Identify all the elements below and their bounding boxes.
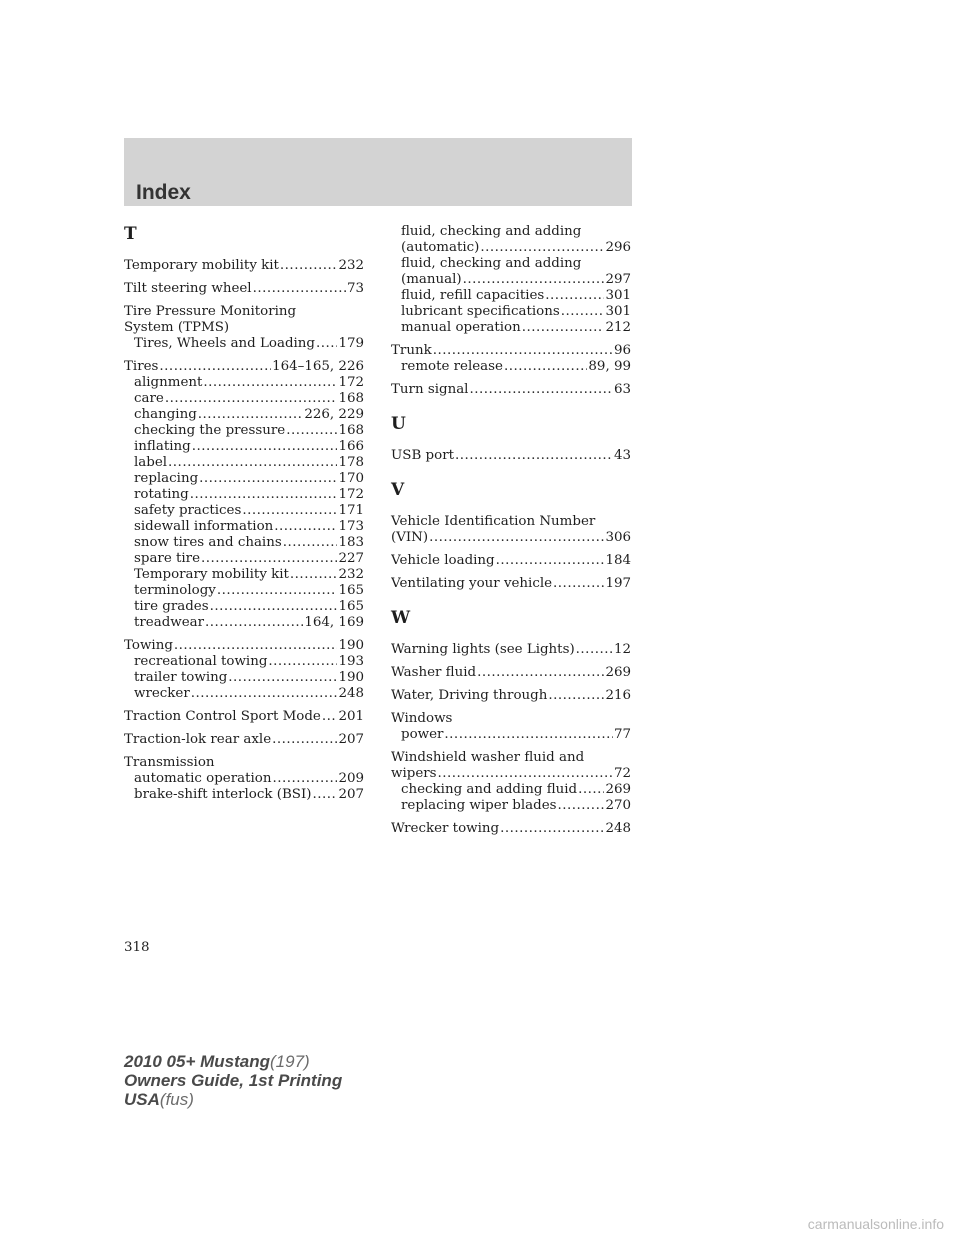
dot-leader — [190, 487, 338, 503]
index-line — [391, 530, 631, 546]
dot-leader — [168, 455, 337, 471]
page-reference: 165 — [338, 583, 364, 598]
index-entry — [124, 638, 364, 702]
index-subentry — [124, 519, 364, 535]
dot-leader — [268, 654, 337, 670]
index-term: Vehicle Identification Number — [391, 514, 596, 529]
index-term: wipers — [391, 766, 437, 781]
dot-leader — [444, 727, 613, 743]
dot-leader — [500, 821, 604, 837]
page-reference: 248 — [605, 821, 631, 836]
index-line — [124, 320, 364, 336]
dot-leader — [280, 258, 338, 274]
index-term: Trunk — [391, 343, 432, 358]
index-entry — [124, 258, 364, 274]
index-subentry — [124, 455, 364, 471]
page-reference: 190 — [338, 670, 364, 685]
index-term: trailer towing — [134, 670, 228, 685]
index-header-band — [124, 138, 632, 206]
index-term: Wrecker towing — [391, 821, 500, 836]
index-subentry — [391, 798, 631, 814]
page-reference: 166 — [338, 439, 364, 454]
dot-leader — [165, 391, 338, 407]
page-reference: 168 — [338, 423, 364, 438]
index-subentry — [124, 336, 364, 352]
index-entry — [391, 688, 631, 704]
dot-leader — [199, 471, 337, 487]
footer-guide: Owners Guide, 1st Printing — [124, 1071, 343, 1090]
index-term: Towing — [124, 638, 173, 653]
dot-leader — [316, 336, 337, 352]
dot-leader — [545, 288, 604, 304]
dot-leader — [283, 535, 338, 551]
index-subentry — [124, 423, 364, 439]
page-number: 318 — [124, 940, 150, 955]
dot-leader — [192, 439, 338, 455]
page-reference: 301 — [605, 304, 631, 319]
index-column-left — [124, 224, 364, 810]
dot-leader — [561, 304, 605, 320]
index-line — [124, 258, 364, 274]
index-subentry — [391, 727, 631, 743]
page-reference: 165 — [338, 599, 364, 614]
page-reference: 184 — [605, 553, 631, 568]
page-reference: 171 — [338, 503, 364, 518]
index-subentry — [124, 439, 364, 455]
dot-leader — [191, 686, 338, 702]
index-term: checking and adding fluid — [401, 782, 578, 797]
index-line — [391, 448, 631, 464]
page-reference: 226, 229 — [304, 407, 364, 422]
dot-leader — [217, 583, 338, 599]
index-entry — [391, 382, 631, 398]
index-entry — [391, 750, 631, 814]
index-term: label — [134, 455, 168, 470]
index-entry — [124, 304, 364, 352]
page-reference: 301 — [605, 288, 631, 303]
page-reference: 172 — [338, 487, 364, 502]
index-term: Windshield washer fluid and — [391, 750, 585, 765]
index-term: Water, Driving through — [391, 688, 548, 703]
index-term: Ventilating your vehicle — [391, 576, 553, 591]
page-reference: 212 — [605, 320, 631, 335]
index-term: Temporary mobility kit — [124, 258, 279, 273]
index-term: fluid, checking and adding — [401, 224, 582, 239]
index-letter-heading: U — [391, 414, 406, 434]
index-entry — [391, 343, 631, 375]
index-term: Tires, Wheels and Loading — [134, 336, 315, 351]
index-term: System (TPMS) — [124, 320, 230, 335]
page-reference: 232 — [338, 567, 364, 582]
page-reference: 96 — [613, 343, 631, 358]
index-line — [391, 688, 631, 704]
dot-leader — [322, 709, 338, 725]
index-term: (VIN) — [391, 530, 429, 545]
index-subentry — [124, 535, 364, 551]
index-line — [391, 576, 631, 592]
index-term: rotating — [134, 487, 189, 502]
dot-leader — [463, 272, 605, 288]
footer-market-code: (fus) — [159, 1090, 194, 1109]
index-term: terminology — [134, 583, 216, 598]
index-subentry — [124, 503, 364, 519]
dot-leader — [480, 240, 604, 256]
index-line — [124, 281, 364, 297]
index-term: changing — [134, 407, 197, 422]
index-term: Transmission — [124, 755, 215, 770]
index-term: recreational towing — [134, 654, 268, 669]
index-column-right — [391, 224, 631, 844]
dot-leader — [272, 771, 337, 787]
index-term: Tire Pressure Monitoring — [124, 304, 297, 319]
dot-leader — [576, 642, 613, 658]
index-term: checking the pressure — [134, 423, 286, 438]
dot-leader — [469, 382, 612, 398]
index-line — [391, 821, 631, 837]
index-line — [391, 553, 631, 569]
index-subentry — [391, 256, 631, 272]
dot-leader — [210, 599, 338, 615]
index-line — [124, 732, 364, 748]
index-term: Tilt steering wheel — [124, 281, 252, 296]
index-term: Windows — [391, 711, 453, 726]
index-entry — [391, 514, 631, 546]
page-reference: 193 — [338, 654, 364, 669]
page-reference: 43 — [613, 448, 631, 463]
index-term: replacing wiper blades — [401, 798, 557, 813]
dot-leader — [290, 567, 338, 583]
index-entry — [391, 224, 631, 336]
page-reference: 173 — [338, 519, 364, 534]
index-subentry — [124, 670, 364, 686]
page-reference: 207 — [338, 732, 364, 747]
page-reference: 197 — [605, 576, 631, 591]
page-reference: 190 — [338, 638, 364, 653]
page-reference: 183 — [338, 535, 364, 550]
index-term: automatic operation — [134, 771, 272, 786]
index-term: Traction-lok rear axle — [124, 732, 272, 747]
index-entry — [124, 281, 364, 297]
index-subentry — [391, 320, 631, 336]
page-reference: 179 — [338, 336, 364, 351]
dot-leader — [242, 503, 337, 519]
index-line — [391, 514, 631, 530]
footer-model: 2010 05+ Mustang — [124, 1052, 270, 1071]
page-reference: 201 — [338, 709, 364, 724]
index-subentry — [124, 407, 364, 423]
index-subentry — [124, 771, 364, 787]
index-term: replacing — [134, 471, 199, 486]
dot-leader — [496, 553, 605, 569]
dot-leader — [312, 787, 337, 803]
dot-leader — [433, 343, 613, 359]
dot-leader — [205, 615, 303, 631]
page-reference: 306 — [605, 530, 631, 545]
index-line — [124, 755, 364, 771]
index-subentry — [391, 288, 631, 304]
index-subentry — [124, 599, 364, 615]
page-reference: 72 — [613, 766, 631, 781]
page-reference: 168 — [338, 391, 364, 406]
index-term: tire grades — [134, 599, 209, 614]
page-reference: 77 — [613, 727, 631, 742]
index-letter-heading: W — [391, 608, 411, 628]
index-subentry — [124, 686, 364, 702]
page-reference: 164–165, 226 — [272, 359, 364, 374]
index-subentry — [391, 782, 631, 798]
index-term: fluid, checking and adding — [401, 256, 582, 271]
index-term: USB port — [391, 448, 454, 463]
index-line — [124, 709, 364, 725]
dot-leader — [553, 576, 604, 592]
index-subentry — [124, 583, 364, 599]
index-subentry — [124, 375, 364, 391]
index-line — [391, 750, 631, 766]
index-line — [391, 766, 631, 782]
dot-leader — [578, 782, 604, 798]
dot-leader — [286, 423, 337, 439]
page-reference: 89, 99 — [588, 359, 631, 374]
index-subentry — [124, 567, 364, 583]
index-line — [391, 711, 631, 727]
index-subentry — [124, 615, 364, 631]
page-reference: 63 — [613, 382, 631, 397]
dot-leader — [504, 359, 587, 375]
index-line — [391, 642, 631, 658]
index-term: (manual) — [401, 272, 462, 287]
index-subentry — [124, 391, 364, 407]
index-entry — [391, 642, 631, 658]
index-term: fluid, refill capacities — [401, 288, 545, 303]
index-term: snow tires and chains — [134, 535, 282, 550]
dot-leader — [159, 359, 271, 375]
index-term: care — [134, 391, 164, 406]
index-entry — [391, 711, 631, 743]
index-term: inflating — [134, 439, 191, 454]
dot-leader — [174, 638, 338, 654]
index-line — [124, 638, 364, 654]
index-entry — [124, 732, 364, 748]
page-reference: 269 — [605, 782, 631, 797]
index-letter-heading: T — [124, 224, 137, 244]
index-subentry — [124, 787, 364, 803]
index-line — [124, 359, 364, 375]
page-reference: 207 — [338, 787, 364, 802]
index-entry — [391, 553, 631, 569]
page-reference: 209 — [338, 771, 364, 786]
index-line — [391, 665, 631, 681]
index-subentry — [391, 240, 631, 256]
index-term: Traction Control Sport Mode — [124, 709, 321, 724]
dot-leader — [455, 448, 613, 464]
index-subentry — [124, 487, 364, 503]
dot-leader — [198, 407, 304, 423]
index-term: spare tire — [134, 551, 200, 566]
index-entry — [124, 359, 364, 631]
dot-leader — [203, 375, 337, 391]
dot-leader — [272, 732, 337, 748]
page-reference: 164, 169 — [304, 615, 364, 630]
page-reference: 269 — [605, 665, 631, 680]
index-letter-heading: V — [391, 480, 405, 500]
index-term: lubricant specifications — [401, 304, 560, 319]
index-term: alignment — [134, 375, 203, 390]
index-term: treadwear — [134, 615, 205, 630]
dot-leader — [522, 320, 605, 336]
index-term: brake-shift interlock (BSI) — [134, 787, 312, 802]
index-term: Turn signal — [391, 382, 469, 397]
index-term: manual operation — [401, 320, 521, 335]
page-reference: 270 — [605, 798, 631, 813]
index-term: safety practices — [134, 503, 242, 518]
dot-leader — [274, 519, 337, 535]
page-reference: 232 — [338, 258, 364, 273]
dot-leader — [438, 766, 613, 782]
page-reference: 12 — [613, 642, 631, 657]
index-entry — [391, 448, 631, 464]
page-reference: 297 — [605, 272, 631, 287]
page-reference: 248 — [338, 686, 364, 701]
index-term: sidewall information — [134, 519, 274, 534]
index-term: (automatic) — [401, 240, 480, 255]
dot-leader — [228, 670, 337, 686]
dot-leader — [558, 798, 605, 814]
index-subentry — [124, 471, 364, 487]
dot-leader — [253, 281, 346, 297]
page-reference: 227 — [338, 551, 364, 566]
index-line — [391, 343, 631, 359]
dot-leader — [477, 665, 604, 681]
page-reference: 172 — [338, 375, 364, 390]
index-term: Washer fluid — [391, 665, 477, 680]
page-reference: 178 — [338, 455, 364, 470]
index-line — [391, 382, 631, 398]
index-subentry — [124, 654, 364, 670]
page-reference: 170 — [338, 471, 364, 486]
index-entry — [124, 709, 364, 725]
index-term: remote release — [401, 359, 503, 374]
index-title: Index — [136, 181, 191, 204]
index-subentry — [391, 272, 631, 288]
index-term: power — [401, 727, 444, 742]
index-term: wrecker — [134, 686, 190, 701]
page-reference: 216 — [605, 688, 631, 703]
index-term: Temporary mobility kit — [134, 567, 289, 582]
page-reference: 296 — [605, 240, 631, 255]
index-subentry — [391, 304, 631, 320]
footer-model-code: (197) — [270, 1052, 310, 1071]
index-entry — [391, 576, 631, 592]
index-entry — [391, 821, 631, 837]
dot-leader — [429, 530, 604, 546]
index-term: Warning lights (see Lights) — [391, 642, 575, 657]
page-reference: 73 — [346, 281, 364, 296]
index-term: Vehicle loading — [391, 553, 495, 568]
index-subentry — [124, 551, 364, 567]
index-subentry — [391, 224, 631, 240]
index-entry — [391, 665, 631, 681]
watermark: carmanualsonline.info — [807, 1216, 944, 1232]
index-subentry — [391, 359, 631, 375]
dot-leader — [201, 551, 337, 567]
index-line — [124, 304, 364, 320]
document-footer — [124, 1052, 342, 1109]
index-term: Tires — [124, 359, 159, 374]
index-entry — [124, 755, 364, 803]
footer-market: USA — [124, 1090, 160, 1109]
dot-leader — [548, 688, 604, 704]
